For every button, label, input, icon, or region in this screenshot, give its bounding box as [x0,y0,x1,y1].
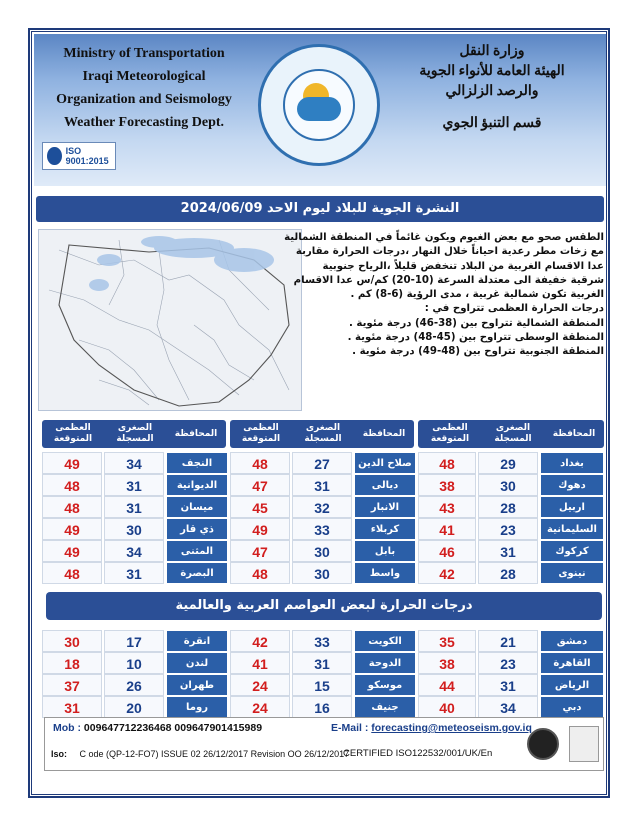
location-name: المثنى [166,540,228,562]
header-ar-line: وزارة النقل [459,44,525,59]
header-en-line: Iraqi Meteorological [82,69,206,84]
min-temperature: 30 [292,540,352,562]
forecast-line: عدا الاقسام الغربية من البلاد تنخفض قليلاً ،الرياح جنوبية [322,260,604,272]
location-name: دمشق [540,630,604,652]
table-row [36,496,604,518]
forecast-line: مع زخات مطر رعدية احياناً خلال النهار ،درجات الحرارة مقاربة [295,246,604,258]
location-name: لندن [166,652,228,674]
header-min [104,423,166,445]
mobile-label: Mob : [53,722,81,734]
min-temperature: 31 [104,496,164,518]
max-temperature: 48 [42,562,102,584]
header-max [418,423,482,445]
table-row [36,562,604,584]
max-temperature: 30 [42,630,102,652]
header-ar-line: والرصد الزلزالي [445,84,539,99]
min-temperature: 29 [478,452,538,474]
max-temperature: 48 [230,562,290,584]
max-temperature: 44 [418,674,476,696]
location-name: اربيل [540,496,604,518]
location-name: الديوانية [166,474,228,496]
certification-seal-icon [527,728,559,760]
min-temperature: 30 [292,562,352,584]
min-temperature: 15 [292,674,352,696]
location-name: دهوك [540,474,604,496]
table-header-group [42,420,226,448]
table-row [36,452,604,474]
footer [44,717,604,771]
max-temperature: 42 [418,562,476,584]
min-temperature: 31 [104,562,164,584]
header-max-l1: العظمى [55,423,91,433]
min-temperature: 31 [292,474,352,496]
location-name: الانبار [354,496,416,518]
max-temperature: 47 [230,474,290,496]
header-min-l1: الصغرى [117,423,153,433]
min-temperature: 34 [104,452,164,474]
capitals-title: درجات الحرارة لبعض العواصم العربية والعالمية [46,592,602,620]
header-max-l2: المتوقعة [430,434,470,444]
min-temperature: 30 [478,474,538,496]
max-temperature: 37 [42,674,102,696]
iso-label: Iso: [51,749,68,759]
header-en-line: Weather Forecasting Dept. [63,115,225,130]
header-max-l2: المتوقعة [53,434,93,444]
forecast-line: المنطقة الشمالية تتراوح بين (38-46) درجة مئوية . [349,317,604,329]
header-en-line: Ministry of Transportation [63,46,225,61]
max-temperature: 46 [418,540,476,562]
location-name: الكويت [354,630,416,652]
forecast-line: درجات الحرارة العظمى تتراوح في : [424,303,604,315]
min-temperature: 26 [104,674,164,696]
location-name: السليمانية [540,518,604,540]
min-temperature: 10 [104,652,164,674]
max-temperature: 24 [230,674,290,696]
organization-logo [258,44,380,166]
location-name: كربلاء [354,518,416,540]
header-min-l2: المسجلة [304,434,342,444]
footer-certified: CERTIFIED ISO122532/001/UK/En [343,748,493,759]
min-temperature: 30 [104,518,164,540]
satellite-map [38,229,302,411]
table-row [36,630,604,652]
forecast-line: المنطقة الجنوبية تتراوح بين (48-49) درجة مئوية . [352,346,604,358]
min-temperature: 31 [478,674,538,696]
header-arabic [404,42,580,134]
max-temperature: 49 [42,518,102,540]
min-temperature: 27 [292,452,352,474]
header-english [38,42,250,134]
cloud-icon [297,97,341,121]
location-name: انقرة [166,630,228,652]
max-temperature: 49 [42,540,102,562]
location-name: الدوحة [354,652,416,674]
max-temperature: 41 [230,652,290,674]
forecast-text [284,231,604,360]
header-governorate: المحافظة [552,428,596,439]
location-name: روما [166,696,228,718]
location-name: بغداد [540,452,604,474]
header-min-l1: الصغرى [305,423,341,433]
table-row [36,652,604,674]
max-temperature: 49 [230,518,290,540]
location-name: جنيف [354,696,416,718]
header-ar-dept: قسم التنبؤ الجوي [442,116,542,131]
table-header-group [230,420,414,448]
location-name: نينوى [540,562,604,584]
footer-iso [51,749,349,759]
header-max-l2: المتوقعة [241,434,281,444]
header-max [230,423,292,445]
header-min-l1: الصغرى [495,423,531,433]
table-row [36,674,604,696]
forecast-line: الطقس صحو مع بعض الغيوم ويكون غائماً في المنطقة الشمالية [284,232,604,243]
header-min-l2: المسجلة [494,434,532,444]
ukas-logo-icon [569,726,599,762]
location-name: كركوك [540,540,604,562]
min-temperature: 20 [104,696,164,718]
location-name: ميسان [166,496,228,518]
email-label: E-Mail : [331,722,369,734]
header-governorate: المحافظة [362,428,406,439]
bulletin-title: النشرة الجوية للبلاد ليوم الاحد 2024/06/09 [36,196,604,222]
table-header-group [418,420,604,448]
header-min [482,423,544,445]
sun-cloud-logo-icon [283,69,355,141]
max-temperature: 49 [42,452,102,474]
footer-email [331,722,532,734]
max-temperature: 47 [230,540,290,562]
min-temperature: 16 [292,696,352,718]
iso-code-text: C ode (QP-12-FO7) ISSUE 02 26/12/2017 Revision OO 26/12/2017 [79,749,350,759]
max-temperature: 38 [418,474,476,496]
location-name: دبي [540,696,604,718]
table-row [36,540,604,562]
location-name: ديالى [354,474,416,496]
location-name: بابل [354,540,416,562]
iso-check-icon [47,147,62,165]
min-temperature: 23 [478,652,538,674]
max-temperature: 48 [42,474,102,496]
table-row [36,696,604,718]
location-name: الرياض [540,674,604,696]
max-temperature: 42 [230,630,290,652]
max-temperature: 41 [418,518,476,540]
forecast-line: شرقية خفيفة الى معتدلة السرعة (10-20) كم/س عدا الاقسام [293,274,604,286]
min-temperature: 17 [104,630,164,652]
min-temperature: 34 [104,540,164,562]
location-name: النجف [166,452,228,474]
iso-badge [42,142,116,170]
max-temperature: 43 [418,496,476,518]
max-temperature: 18 [42,652,102,674]
min-temperature: 28 [478,496,538,518]
max-temperature: 48 [230,452,290,474]
location-name: صلاح الدين [354,452,416,474]
location-name: طهران [166,674,228,696]
location-name: البصرة [166,562,228,584]
header-max [42,423,104,445]
location-name: موسكو [354,674,416,696]
max-temperature: 35 [418,630,476,652]
iraq-map-icon [39,230,302,411]
min-temperature: 23 [478,518,538,540]
header-ar-line: الهيئة العامة للأنواء الجوية [419,64,565,79]
min-temperature: 31 [292,652,352,674]
location-name: القاهرة [540,652,604,674]
header-max-l1: العظمى [243,423,279,433]
max-temperature: 48 [418,452,476,474]
max-temperature: 24 [230,696,290,718]
table-row [36,518,604,540]
max-temperature: 45 [230,496,290,518]
min-temperature: 32 [292,496,352,518]
min-temperature: 21 [478,630,538,652]
table-row [36,474,604,496]
header-max-l1: العظمى [432,423,468,433]
max-temperature: 38 [418,652,476,674]
min-temperature: 31 [478,540,538,562]
location-name: واسط [354,562,416,584]
min-temperature: 33 [292,630,352,652]
forecast-line: الغربية تكون شمالية غربية ، مدى الرؤية (6-8) كم . [350,289,604,301]
header-en-line: Organization and Seismology [56,92,232,107]
header-min-l2: المسجلة [116,434,154,444]
email-link[interactable]: forecasting@meteoseism.gov.iq [371,722,532,734]
min-temperature: 33 [292,518,352,540]
max-temperature: 48 [42,496,102,518]
header-governorate: المحافظة [174,428,218,439]
max-temperature: 31 [42,696,102,718]
min-temperature: 31 [104,474,164,496]
iso-badge-text: ISO 9001:2015 [65,146,109,166]
mobile-numbers: 009647712236468 009647901415989 [83,722,263,734]
forecast-line: المنطقة الوسطى تتراوح بين (45-48) درجة مئوية . [347,332,604,344]
min-temperature: 34 [478,696,538,718]
location-name: ذي قار [166,518,228,540]
max-temperature: 40 [418,696,476,718]
min-temperature: 28 [478,562,538,584]
footer-mobile [53,722,262,734]
header-min [292,423,354,445]
